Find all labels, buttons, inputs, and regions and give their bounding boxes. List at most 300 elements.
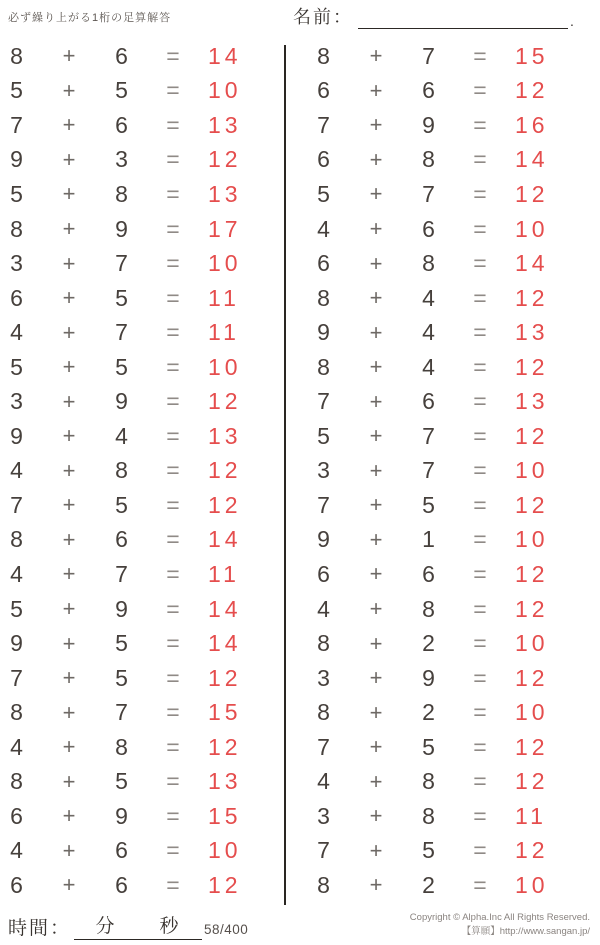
operand-a: 9 [10, 630, 24, 657]
answer: 12 [208, 388, 242, 415]
problem-row [307, 281, 600, 316]
equals-sign: = [473, 388, 487, 415]
operand-a: 4 [317, 768, 331, 795]
equals-sign: = [473, 733, 487, 760]
plus-sign: + [62, 734, 76, 760]
answer: 12 [515, 664, 549, 691]
plus-sign: + [62, 630, 76, 656]
operand-a: 7 [317, 388, 331, 415]
answer: 14 [208, 526, 242, 553]
problem-row [307, 454, 600, 489]
plus-sign: + [369, 43, 383, 69]
problems-column-right [285, 39, 600, 903]
operand-b: 8 [115, 180, 129, 207]
plus-sign: + [369, 665, 383, 691]
equals-sign: = [473, 42, 487, 69]
problem-row [307, 730, 600, 765]
plus-sign: + [62, 803, 76, 829]
equals-sign: = [473, 560, 487, 587]
answer: 10 [515, 526, 549, 553]
operand-a: 4 [10, 733, 24, 760]
name-field [293, 3, 576, 29]
operand-a: 8 [317, 353, 331, 380]
problem-row [0, 74, 284, 109]
equals-sign: = [166, 353, 180, 380]
plus-sign: + [62, 457, 76, 483]
answer: 14 [208, 595, 242, 622]
equals-sign: = [166, 457, 180, 484]
operand-b: 8 [422, 250, 436, 277]
operand-b: 5 [115, 353, 129, 380]
problem-row [0, 488, 284, 523]
operand-a: 7 [317, 837, 331, 864]
plus-sign: + [62, 768, 76, 794]
plus-sign: + [369, 457, 383, 483]
equals-sign: = [166, 768, 180, 795]
equals-sign: = [473, 491, 487, 518]
answer: 15 [208, 802, 242, 829]
operand-b: 4 [422, 353, 436, 380]
equals-sign: = [166, 595, 180, 622]
operand-a: 8 [317, 42, 331, 69]
equals-sign: = [473, 77, 487, 104]
problem-row [307, 246, 600, 281]
answer: 12 [515, 180, 549, 207]
operand-a: 4 [10, 837, 24, 864]
plus-sign: + [62, 423, 76, 449]
operand-b: 5 [115, 77, 129, 104]
problem-row [307, 419, 600, 454]
answer: 10 [515, 699, 549, 726]
operand-a: 6 [317, 250, 331, 277]
problem-row [0, 764, 284, 799]
problem-row [0, 246, 284, 281]
equals-sign: = [166, 802, 180, 829]
plus-sign: + [62, 112, 76, 138]
answer: 12 [515, 733, 549, 760]
operand-b: 5 [115, 491, 129, 518]
plus-sign: + [369, 630, 383, 656]
name-label: 名前： [293, 7, 353, 27]
operand-b: 2 [422, 630, 436, 657]
plus-sign: + [62, 388, 76, 414]
equals-sign: = [166, 491, 180, 518]
answer: 11 [208, 560, 240, 587]
plus-sign: + [369, 216, 383, 241]
answer: 10 [515, 630, 549, 657]
time-label: 時間： [8, 918, 72, 939]
copyright-line2: 【算願】http://www.sangan.jp/ [461, 926, 590, 938]
operand-b: 7 [115, 250, 129, 277]
operand-b: 7 [422, 422, 436, 449]
plus-sign: + [62, 250, 76, 276]
operand-a: 5 [10, 595, 24, 622]
answer: 10 [515, 457, 549, 484]
equals-sign: = [166, 699, 180, 726]
equals-sign: = [473, 837, 487, 864]
plus-sign: + [62, 561, 76, 587]
page-indicator: 58/400 [204, 922, 249, 937]
problem-row [307, 523, 600, 558]
operand-b: 5 [115, 284, 129, 311]
problem-row [307, 695, 600, 730]
problems-column-left [0, 39, 284, 903]
operand-a: 6 [10, 871, 24, 898]
problem-row [0, 212, 284, 247]
plus-sign: + [62, 146, 76, 172]
plus-sign: + [62, 596, 76, 622]
plus-sign: + [369, 388, 383, 414]
operand-a: 3 [317, 457, 331, 484]
problem-row [307, 108, 600, 143]
plus-sign: + [62, 354, 76, 380]
equals-sign: = [166, 560, 180, 587]
answer: 15 [208, 699, 242, 726]
operand-b: 6 [422, 215, 436, 242]
answer: 13 [515, 388, 549, 415]
equals-sign: = [166, 319, 180, 346]
operand-b: 4 [422, 319, 436, 346]
plus-sign: + [62, 492, 76, 518]
operand-b: 1 [422, 526, 436, 553]
problem-row [0, 868, 284, 903]
operand-b: 2 [422, 699, 436, 726]
equals-sign: = [473, 146, 487, 173]
problem-row [0, 557, 284, 592]
operand-b: 6 [115, 837, 129, 864]
problem-row [0, 143, 284, 178]
answer: 13 [208, 768, 242, 795]
problem-row [307, 488, 600, 523]
operand-a: 3 [317, 664, 331, 691]
plus-sign: + [369, 423, 383, 449]
operand-b: 9 [422, 111, 436, 138]
seconds-label: 秒 [159, 916, 181, 937]
operand-a: 3 [10, 250, 24, 277]
equals-sign: = [473, 768, 487, 795]
problem-row [307, 212, 600, 247]
answer: 11 [208, 284, 240, 311]
equals-sign: = [166, 180, 180, 207]
operand-a: 6 [317, 77, 331, 104]
plus-sign: + [62, 43, 76, 69]
problem-row [0, 454, 284, 489]
equals-sign: = [166, 77, 180, 104]
operand-a: 7 [317, 111, 331, 138]
operand-a: 4 [317, 215, 331, 242]
operand-a: 5 [317, 180, 331, 207]
answer: 12 [208, 733, 242, 760]
operand-a: 8 [317, 871, 331, 898]
operand-b: 8 [115, 457, 129, 484]
copyright-line1: Copyright © Alpha.Inc All Rights Reserved. [409, 912, 590, 923]
answer: 13 [208, 111, 242, 138]
answer: 14 [515, 250, 549, 277]
problem-row [0, 799, 284, 834]
plus-sign: + [62, 699, 76, 725]
plus-sign: + [62, 872, 76, 898]
operand-b: 8 [422, 768, 436, 795]
problem-row [0, 108, 284, 143]
problem-row [307, 626, 600, 661]
equals-sign: = [473, 802, 487, 829]
plus-sign: + [369, 872, 383, 898]
operand-b: 5 [115, 630, 129, 657]
copyright-notice [410, 911, 590, 940]
plus-sign: + [62, 285, 76, 311]
problem-row [307, 143, 600, 178]
answer: 12 [515, 595, 549, 622]
problem-row [307, 557, 600, 592]
plus-sign: + [369, 319, 383, 345]
answer: 12 [515, 560, 549, 587]
equals-sign: = [166, 250, 180, 277]
operand-a: 8 [10, 42, 24, 69]
equals-sign: = [166, 733, 180, 760]
problem-row [0, 661, 284, 696]
equals-sign: = [166, 630, 180, 657]
plus-sign: + [369, 837, 383, 863]
plus-sign: + [62, 526, 76, 552]
operand-b: 7 [115, 560, 129, 587]
equals-sign: = [166, 388, 180, 415]
problem-row [0, 626, 284, 661]
answer: 10 [515, 215, 549, 242]
operand-b: 5 [422, 491, 436, 518]
answer: 17 [208, 215, 242, 242]
operand-a: 5 [10, 180, 24, 207]
operand-b: 6 [115, 111, 129, 138]
plus-sign: + [369, 285, 383, 311]
equals-sign: = [166, 111, 180, 138]
operand-b: 5 [422, 733, 436, 760]
answer: 12 [208, 146, 242, 173]
answer: 13 [208, 422, 242, 449]
problem-row [307, 74, 600, 109]
operand-a: 5 [317, 422, 331, 449]
minutes-label: 分 [95, 916, 117, 937]
answer: 13 [208, 180, 242, 207]
plus-sign: + [62, 77, 76, 103]
equals-sign: = [473, 664, 487, 691]
operand-a: 5 [10, 77, 24, 104]
equals-sign: = [166, 837, 180, 864]
time-input-line[interactable] [74, 911, 202, 940]
operand-b: 6 [115, 42, 129, 69]
problem-row [307, 868, 600, 903]
operand-a: 9 [10, 422, 24, 449]
problem-row [0, 39, 284, 74]
operand-b: 8 [115, 733, 129, 760]
equals-sign: = [166, 664, 180, 691]
problem-row [307, 39, 600, 74]
equals-sign: = [473, 353, 487, 380]
equals-sign: = [473, 595, 487, 622]
problem-row [307, 315, 600, 350]
problem-row [307, 661, 600, 696]
problem-row [0, 384, 284, 419]
answer: 12 [208, 871, 242, 898]
problem-row [307, 384, 600, 419]
problem-row [0, 177, 284, 212]
operand-a: 4 [10, 560, 24, 587]
operand-a: 6 [317, 560, 331, 587]
equals-sign: = [473, 111, 487, 138]
plus-sign: + [369, 492, 383, 518]
operand-b: 4 [422, 284, 436, 311]
answer: 14 [208, 630, 242, 657]
equals-sign: = [473, 215, 487, 242]
operand-b: 6 [115, 526, 129, 553]
problem-row [0, 695, 284, 730]
problem-row [0, 419, 284, 454]
operand-a: 8 [10, 215, 24, 242]
operand-b: 7 [422, 457, 436, 484]
plus-sign: + [369, 112, 383, 138]
answer: 12 [515, 284, 549, 311]
equals-sign: = [473, 250, 487, 277]
operand-b: 6 [422, 77, 436, 104]
plus-sign: + [369, 146, 383, 172]
answer: 12 [515, 353, 549, 380]
equals-sign: = [473, 319, 487, 346]
operand-b: 5 [115, 664, 129, 691]
name-input-line[interactable] [358, 8, 568, 29]
equals-sign: = [473, 630, 487, 657]
operand-b: 8 [422, 146, 436, 173]
plus-sign: + [62, 216, 76, 241]
answer: 14 [208, 42, 242, 69]
operand-b: 6 [422, 560, 436, 587]
answer: 12 [515, 77, 549, 104]
equals-sign: = [166, 284, 180, 311]
operand-b: 9 [422, 664, 436, 691]
operand-b: 8 [422, 595, 436, 622]
operand-b: 3 [115, 146, 129, 173]
plus-sign: + [62, 665, 76, 691]
operand-a: 8 [10, 526, 24, 553]
problem-row [307, 592, 600, 627]
answer: 11 [515, 802, 547, 829]
operand-a: 6 [10, 284, 24, 311]
equals-sign: = [166, 871, 180, 898]
operand-a: 7 [10, 491, 24, 518]
operand-a: 7 [317, 733, 331, 760]
plus-sign: + [369, 354, 383, 380]
answer: 13 [515, 319, 549, 346]
answer: 12 [515, 491, 549, 518]
problem-row [307, 799, 600, 834]
problem-row [307, 834, 600, 869]
answer: 10 [515, 871, 549, 898]
problem-row [307, 350, 600, 385]
operand-b: 9 [115, 388, 129, 415]
plus-sign: + [62, 837, 76, 863]
plus-sign: + [369, 526, 383, 552]
equals-sign: = [473, 457, 487, 484]
operand-a: 8 [317, 630, 331, 657]
operand-a: 5 [10, 353, 24, 380]
plus-sign: + [369, 250, 383, 276]
answer: 10 [208, 837, 242, 864]
problem-row [0, 281, 284, 316]
answer: 12 [515, 422, 549, 449]
answer: 11 [208, 319, 240, 346]
operand-a: 9 [10, 146, 24, 173]
answer: 10 [208, 250, 242, 277]
problem-row [0, 350, 284, 385]
answer: 12 [515, 837, 549, 864]
operand-a: 8 [317, 284, 331, 311]
operand-b: 7 [422, 42, 436, 69]
operand-b: 5 [115, 768, 129, 795]
answer: 12 [208, 457, 242, 484]
operand-b: 5 [422, 837, 436, 864]
plus-sign: + [369, 77, 383, 103]
operand-a: 4 [317, 595, 331, 622]
plus-sign: + [369, 596, 383, 622]
equals-sign: = [473, 422, 487, 449]
operand-b: 7 [422, 180, 436, 207]
equals-sign: = [166, 526, 180, 553]
equals-sign: = [473, 180, 487, 207]
answer: 10 [208, 353, 242, 380]
problem-row [0, 730, 284, 765]
plus-sign: + [369, 699, 383, 725]
equals-sign: = [473, 526, 487, 553]
time-field [8, 911, 202, 940]
operand-b: 7 [115, 699, 129, 726]
operand-b: 7 [115, 319, 129, 346]
operand-a: 3 [10, 388, 24, 415]
operand-a: 8 [10, 699, 24, 726]
problem-row [307, 764, 600, 799]
answer: 15 [515, 42, 549, 69]
plus-sign: + [62, 181, 76, 207]
operand-b: 8 [422, 802, 436, 829]
plus-sign: + [369, 561, 383, 587]
operand-b: 4 [115, 422, 129, 449]
plus-sign: + [369, 803, 383, 829]
worksheet-title: 必ず繰り上がる1桁の足算解答 [8, 12, 172, 24]
problem-row [0, 523, 284, 558]
plus-sign: + [369, 768, 383, 794]
plus-sign: + [369, 734, 383, 760]
answer: 12 [208, 664, 242, 691]
name-line-period: . [570, 13, 576, 29]
operand-a: 7 [317, 491, 331, 518]
operand-a: 3 [317, 802, 331, 829]
operand-b: 9 [115, 595, 129, 622]
operand-a: 4 [10, 319, 24, 346]
answer: 10 [208, 77, 242, 104]
operand-a: 9 [317, 319, 331, 346]
answer: 16 [515, 111, 549, 138]
equals-sign: = [166, 146, 180, 173]
problem-row [0, 592, 284, 627]
operand-a: 7 [10, 664, 24, 691]
plus-sign: + [369, 181, 383, 207]
equals-sign: = [473, 699, 487, 726]
answer: 12 [208, 491, 242, 518]
answer: 12 [515, 768, 549, 795]
operand-a: 7 [10, 111, 24, 138]
problem-row [0, 315, 284, 350]
operand-b: 2 [422, 871, 436, 898]
answer: 14 [515, 146, 549, 173]
equals-sign: = [166, 215, 180, 242]
operand-a: 6 [317, 146, 331, 173]
